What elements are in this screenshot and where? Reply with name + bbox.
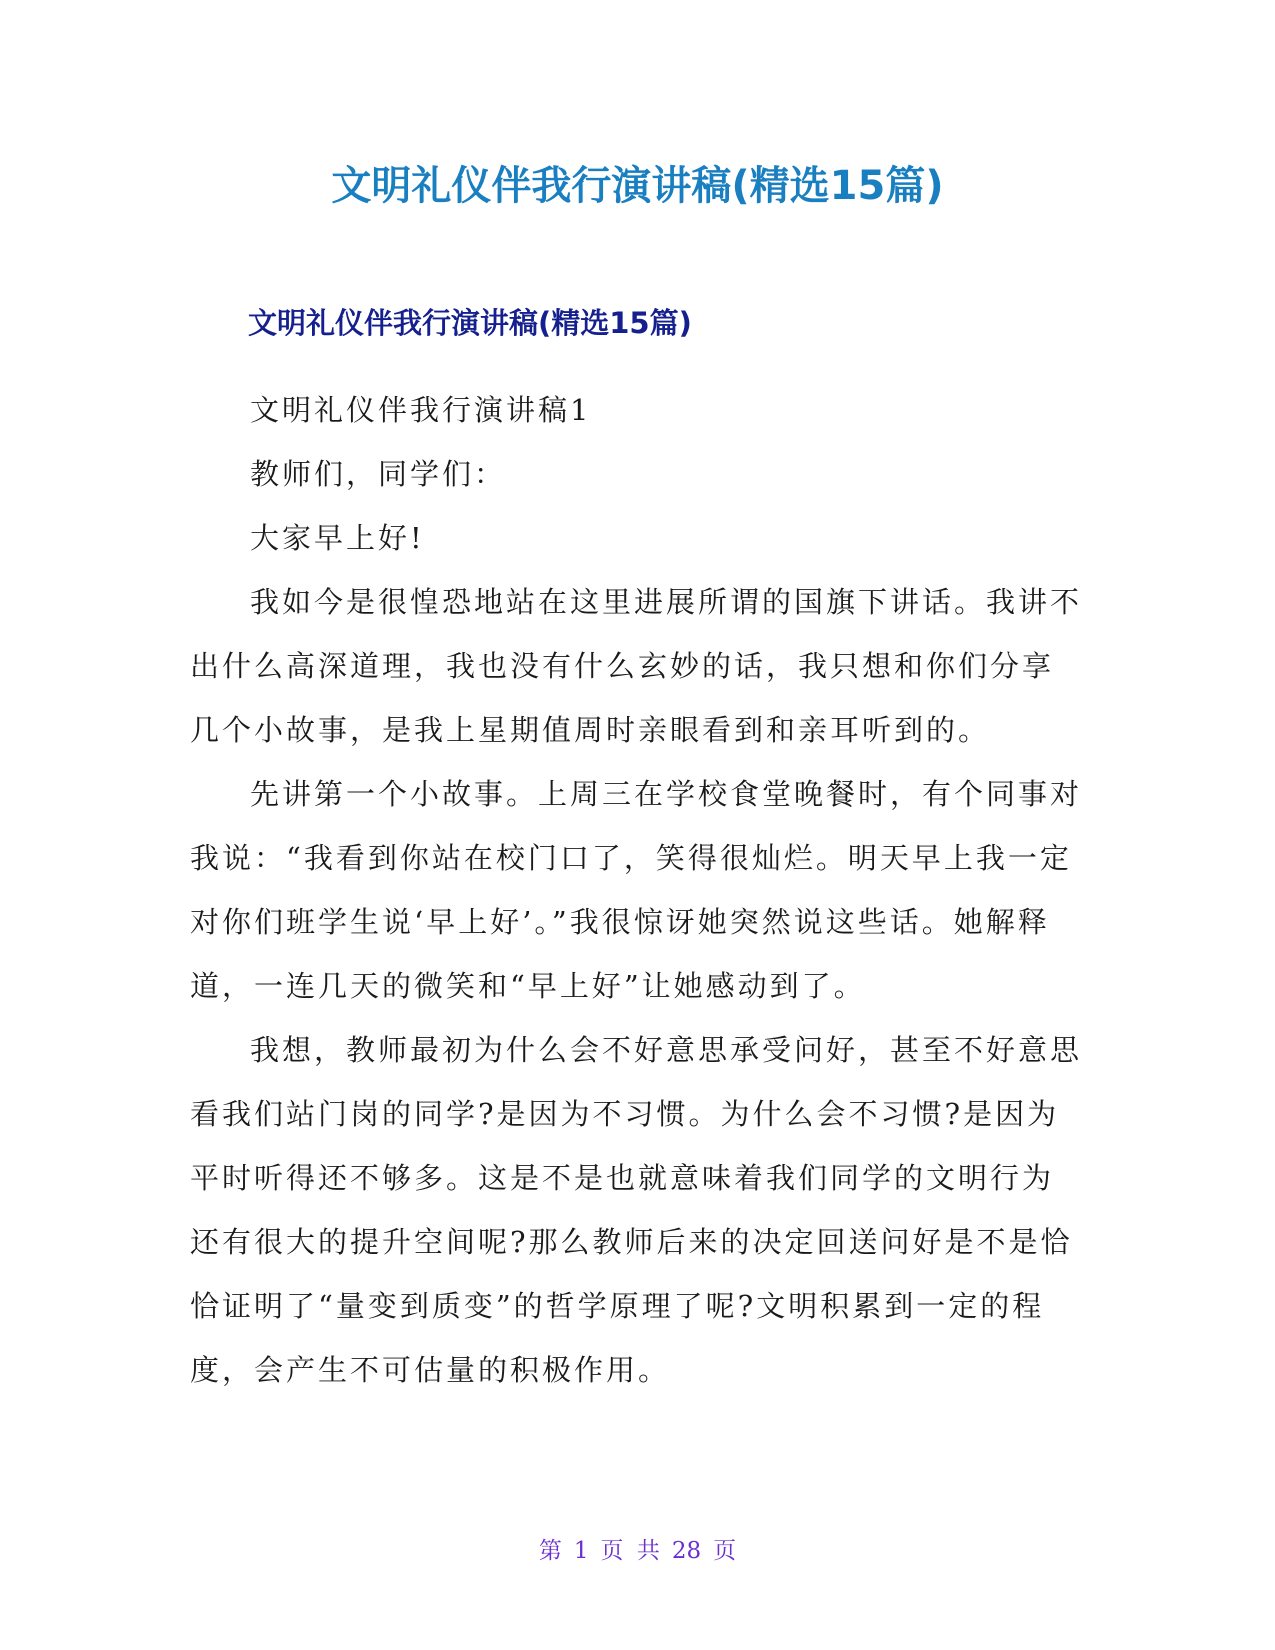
paragraph: 先讲第一个小故事。上周三在学校食堂晚餐时，有个同事对我说：“我看到你站在校门口了，笑得很灿烂。明天早上我一定对你们班学生说‘早上好’。”我很惊讶她突然说这些话。她解释道，一连几天的微笑和“早上好”让她感动到了。 — [190, 777, 1083, 1003]
paragraph: 文明礼仪伴我行演讲稿1 — [250, 393, 592, 427]
page-number: 1 — [573, 1538, 589, 1564]
paragraph: 我如今是很惶恐地站在这里进展所谓的国旗下讲话。我讲不出什么高深道理，我也没有什么玄妙的话，我只想和你们分享几个小故事，是我上星期值周时亲眼看到和亲耳听到的。 — [190, 585, 1083, 747]
section-heading: 文明礼仪伴我行演讲稿(精选15篇) — [248, 306, 692, 340]
document-title: 文明礼仪伴我行演讲稿(精选15篇) — [331, 163, 944, 209]
footer-prefix: 第 — [538, 1538, 562, 1564]
paragraph: 大家早上好! — [250, 521, 425, 555]
page-total: 28 — [671, 1538, 702, 1564]
footer-suffix: 页 — [713, 1538, 737, 1564]
paragraph: 我想，教师最初为什么会不好意思承受问好，甚至不好意思看我们站门岗的同学?是因为不习惯。为什么会不习惯?是因为平时听得还不够多。这是不是也就意味着我们同学的文明行为还有很大的提升空间呢?那么教师后来的决定回送问好是不是恰恰证明了“量变到质变”的哲学原理了呢?文明积累到一定的程度，会产生不可估量的积极作用。 — [190, 1033, 1083, 1387]
page-footer — [0, 1536, 1275, 1566]
footer-middle: 页 共 — [600, 1538, 660, 1564]
document-body — [190, 378, 1085, 1402]
paragraph: 教师们，同学们： — [250, 457, 507, 491]
